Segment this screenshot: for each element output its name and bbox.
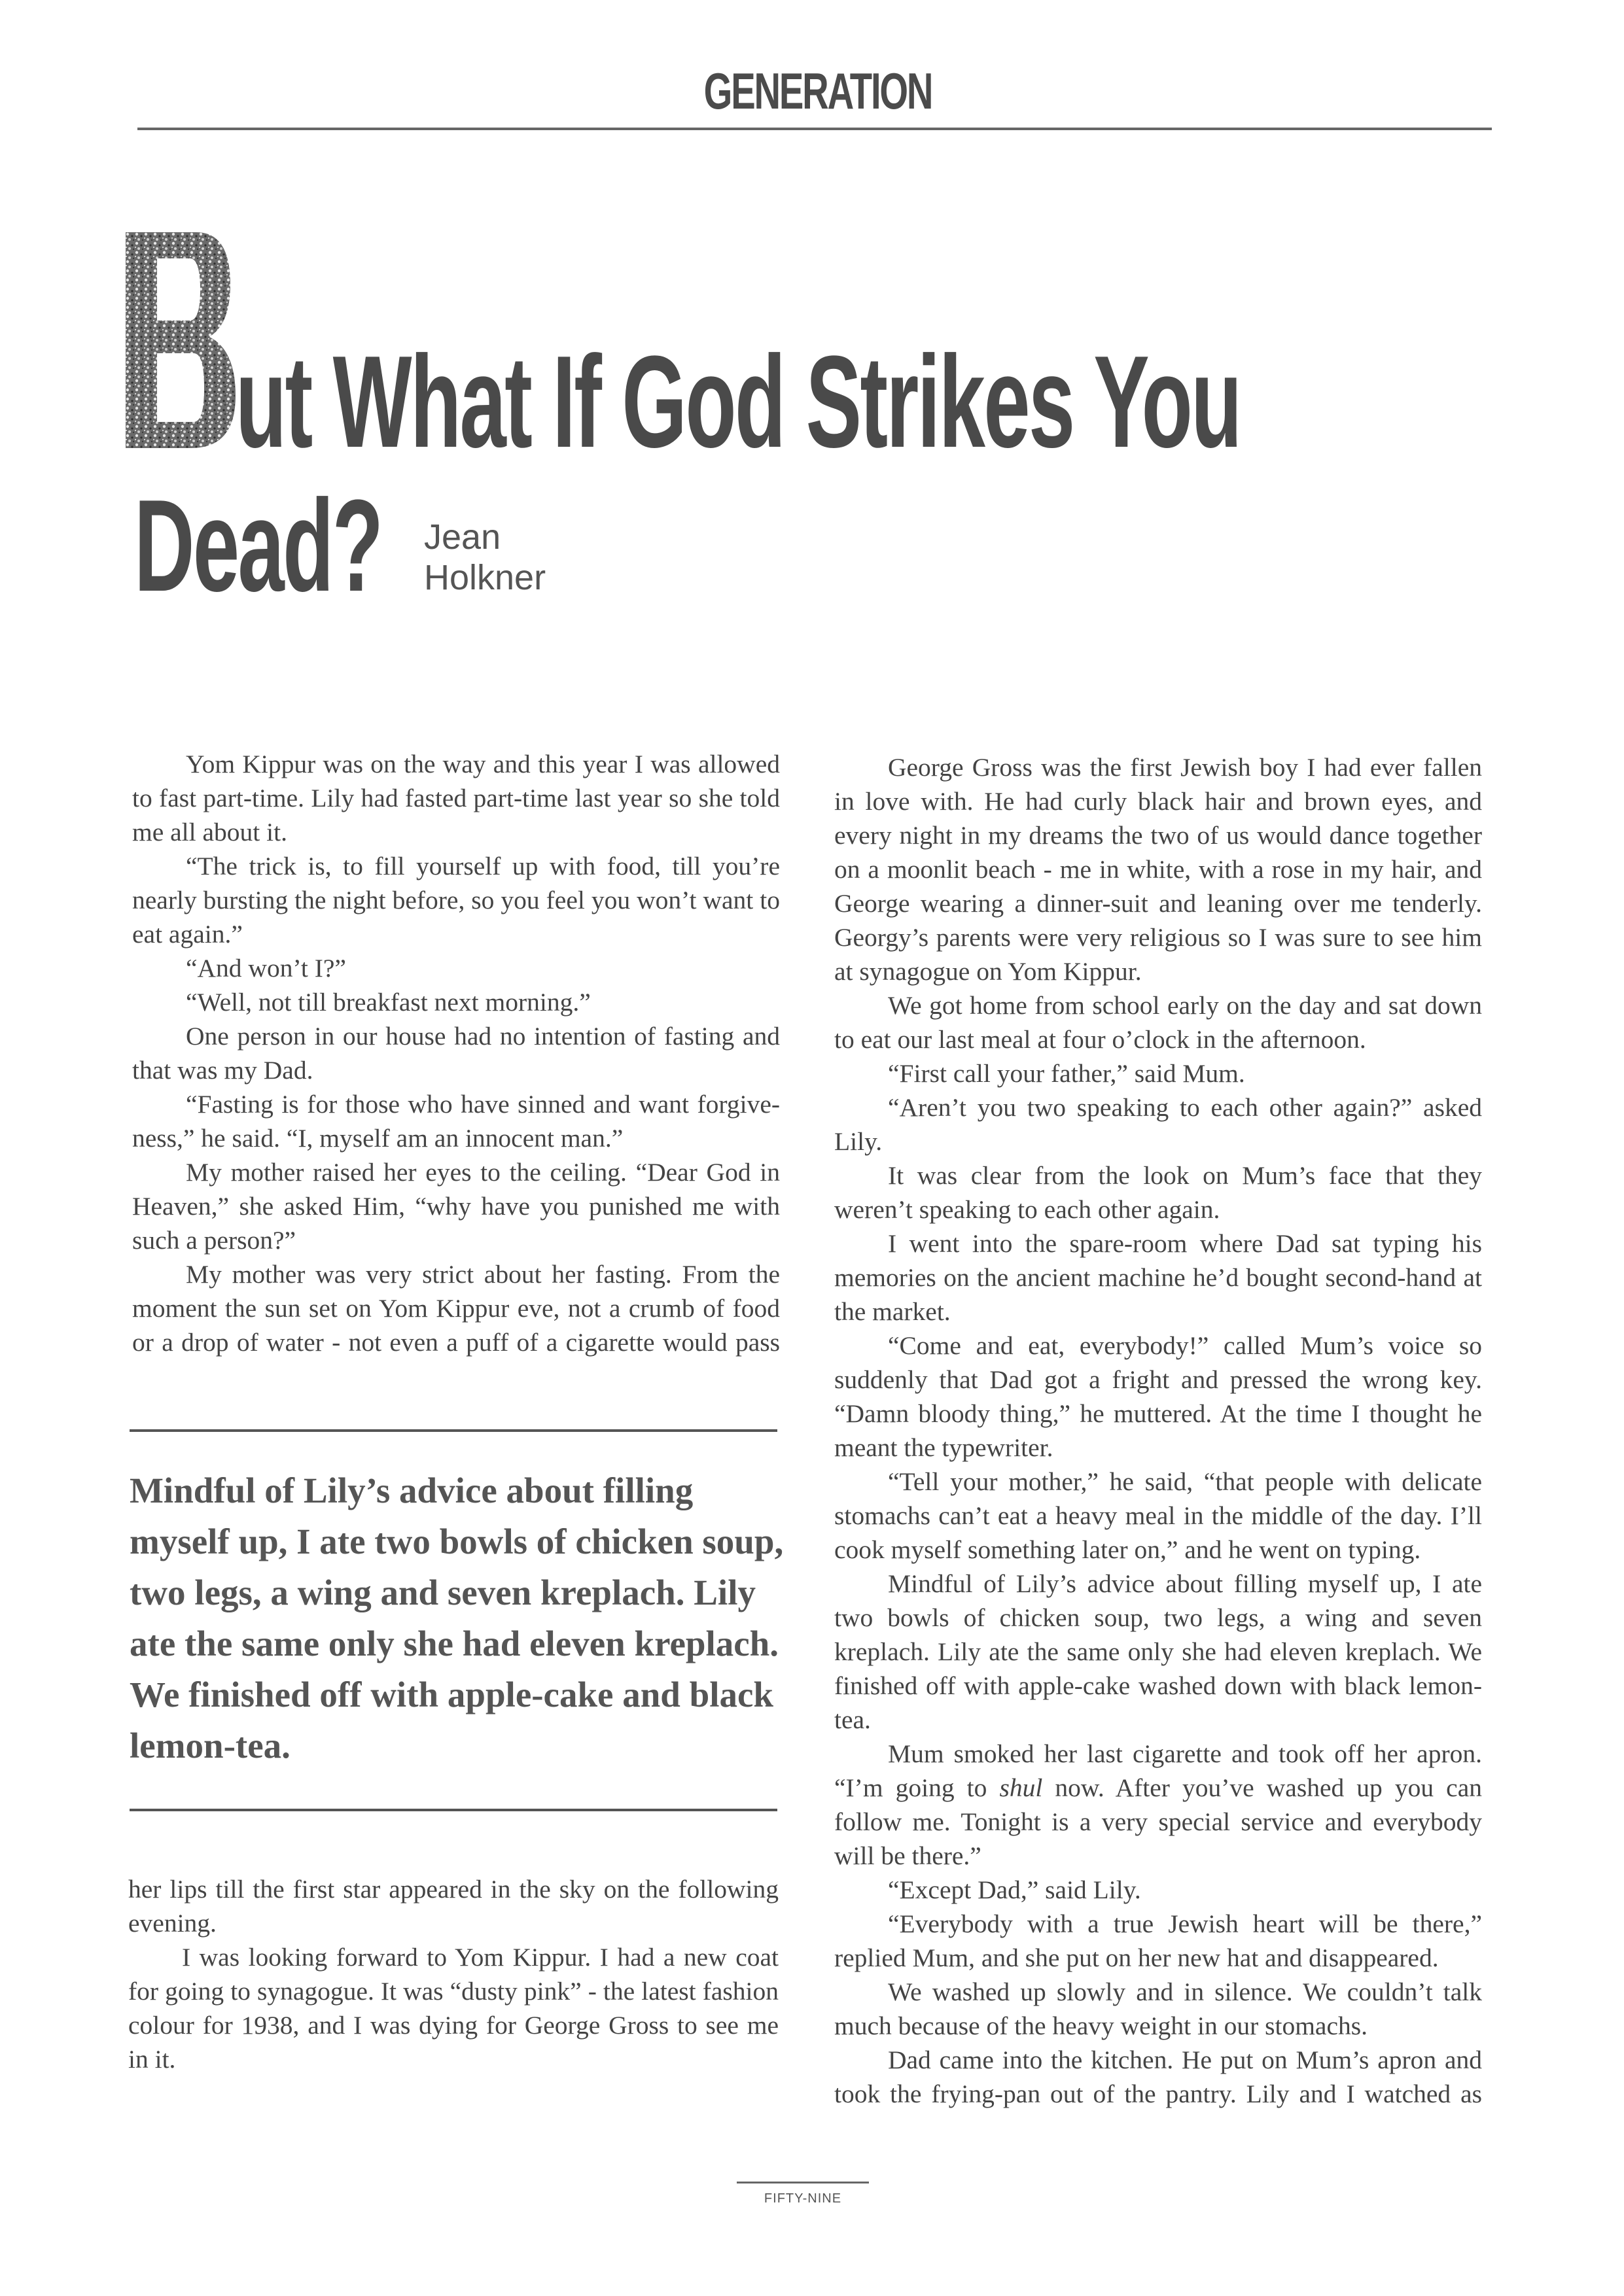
italic-word: shul [999, 1773, 1043, 1802]
paragraph: One person in our house had no intention of fasting and that was my Dad. [132, 1022, 780, 1085]
paragraph: Mindful of Lily’s advice about filling myself up, I ate two bowls of chicken soup, two legs, a wing and seven kreplach. Lily ate the same only she had eleven kreplach. We finished off with apple-cake washed down with black lemon-tea. [834, 1569, 1482, 1734]
author-first-name: Jean [424, 517, 501, 557]
paragraph: “Well, not till breakfast next morning.” [186, 988, 591, 1017]
paragraph: “Fasting is for those who have sinned and want forgive-ness,” he said. “I, myself am an innocent man.” [132, 1090, 780, 1153]
paragraph: I was looking forward to Yom Kippur. I had a new coat for going to synagogue. It was “dusty pink” - the latest fashion colour for 1938, and I was dying for George Gross to see me in it. [128, 1943, 779, 2074]
paragraph: I went into the spare-room where Dad sat typing his memories on the ancient machine he’d bought second-hand at the market. [834, 1229, 1482, 1326]
paragraph: “The trick is, to fill yourself up with food, till you’re nearly bursting the night before, so you feel you won’t want to eat again.” [132, 852, 780, 948]
pull-quote: Mindful of Lily’s advice about filling myself up, I ate two bowls of chicken soup, two legs, a wing and seven kreplach. Lily ate the same only she had eleven kreplach. We finished off with apple-cake and black lemon-tea. [130, 1470, 784, 1765]
paragraph: Dad came into the kitchen. He put on Mum’s apron and took the frying-pan out of the pantry. Lily and I watched as [834, 2045, 1482, 2108]
paragraph: her lips till the first star appeared in the sky on the following evening. [128, 1875, 779, 1938]
paragraph: We got home from school early on the day and sat down to eat our last meal at four o’clock in the afternoon. [834, 991, 1482, 1054]
paragraph: George Gross was the first Jewish boy I had ever fallen in love with. He had curly black hair and brown eyes, and every night in my dreams the two of us would dance together on a moonlit beach - me in white, with a rose in my hair, and George wearing a dinner-suit and leaning over me tenderly. Georgy’s parents were very religious so I was sure to see him at synagogue on Yom Kippur. [834, 753, 1482, 986]
right-column [834, 750, 1482, 2111]
paragraph: “First call your father,” said Mum. [888, 1059, 1245, 1088]
paragraph [834, 1737, 1482, 1873]
paragraph: We washed up slowly and in silence. We couldn’t talk much because of the heavy weight in our stomachs. [834, 1977, 1482, 2040]
paragraph: My mother was very strict about her fasting. From the moment the sun set on Yom Kippur eve, not a crumb of food or a drop of water - not even a puff of a cigarette would pass [132, 1260, 780, 1357]
paragraph: “And won’t I?” [186, 954, 346, 983]
paragraph: “Everybody with a true Jewish heart will be there,” replied Mum, and she put on her new hat and disappeared. [834, 1909, 1482, 1972]
pull-quote-rule-bottom [130, 1809, 777, 1811]
footer-rule [737, 2182, 869, 2183]
paragraph: “Come and eat, everybody!” called Mum’s voice so suddenly that Dad got a fright and pressed the wrong key. “Damn bloody thing,” he muttered. At the time I thought he meant the typewriter. [834, 1331, 1482, 1462]
paragraph: “Except Dad,” said Lily. [888, 1875, 1141, 1904]
text-run: now. After you’ve washed up you can follow me. Tonight is a very special service and everybody will be there.” [834, 1773, 1482, 1870]
author-last-name: Holkner [424, 558, 546, 597]
page-number: FIFTY-NINE [764, 2191, 842, 2206]
paragraph: Yom Kippur was on the way and this year I was allowed to fast part-time. Lily had fasted part-time last year so she told me all about it. [132, 750, 780, 846]
paragraph: My mother raised her eyes to the ceiling. “Dear God in Heaven,” she asked Him, “why have you punished me with such a person?” [132, 1158, 780, 1255]
paragraph: It was clear from the look on Mum’s face that they weren’t speaking to each other again. [834, 1161, 1482, 1224]
author-byline [424, 517, 546, 598]
text-run: Mum smoked her last cigarette and took off her apron. “I’m going to [834, 1739, 1482, 1802]
paragraph: “Tell your mother,” he said, “that people with delicate stomachs can’t eat a heavy meal in the middle of the day. I’ll cook myself something later on,” and he went on typing. [834, 1467, 1482, 1564]
dropcap-b [126, 232, 236, 448]
article-title-line2: Dead? [134, 473, 382, 619]
header-rule [137, 128, 1492, 130]
left-column-top [132, 747, 780, 1359]
section-title: GENERATION [703, 62, 932, 120]
left-column-bottom [128, 1872, 779, 2076]
article-title-line1: ut What If God Strikes You [236, 329, 1241, 475]
pull-quote-rule-top [130, 1429, 777, 1432]
paragraph: “Aren’t you two speaking to each other again?” asked Lily. [834, 1093, 1482, 1156]
